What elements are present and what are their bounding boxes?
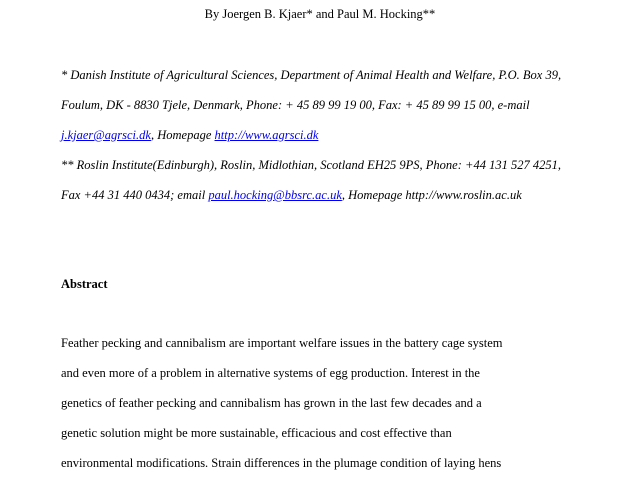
abstract-heading: Abstract	[61, 277, 108, 291]
affiliation-1-line-1: * Danish Institute of Agricultural Sciences, Department of Animal Health and Welfare, P.O. Box 39,	[61, 68, 562, 82]
abstract-line: and even more of a problem in alternative systems of egg production. Interest in the	[61, 366, 480, 380]
homepage-prefix-1: , Homepage	[150, 128, 215, 142]
homepage-link-agrsci[interactable]: http://www.agrsci.dk	[214, 128, 319, 142]
affiliation-2-line-2	[61, 187, 522, 203]
abstract-line: Feather pecking and cannibalism are important welfare issues in the battery cage system	[61, 336, 503, 350]
affiliation-2-line-1: ** Roslin Institute(Edinburgh), Roslin, Midlothian, Scotland EH25 9PS, Phone: +44 131 527 4251,	[61, 158, 561, 172]
abstract-line: genetic solution might be more sustainable, efficacious and cost effective than	[61, 426, 452, 440]
abstract-line: genetics of feather pecking and cannibalism has grown in the last few decades and a	[61, 396, 482, 410]
email-link-hocking[interactable]: paul.hocking@bbsrc.ac.uk	[208, 188, 342, 202]
abstract-line: environmental modifications. Strain differences in the plumage condition of laying hens	[61, 456, 502, 470]
email-link-kjaer[interactable]: j.kjaer@agrsci.dk	[61, 128, 151, 142]
affiliation-1-line-2: Foulum, DK - 8830 Tjele, Denmark, Phone: + 45 89 99 19 00, Fax: + 45 89 99 15 00, e-mail	[61, 98, 530, 112]
fax-email-prefix: Fax +44 31 440 0434; email	[61, 188, 209, 202]
affiliation-1-line-3	[61, 127, 318, 143]
author-line: By Joergen B. Kjaer* and Paul M. Hocking**	[204, 7, 436, 21]
homepage-text-roslin: , Homepage http://www.roslin.ac.uk	[341, 188, 522, 202]
